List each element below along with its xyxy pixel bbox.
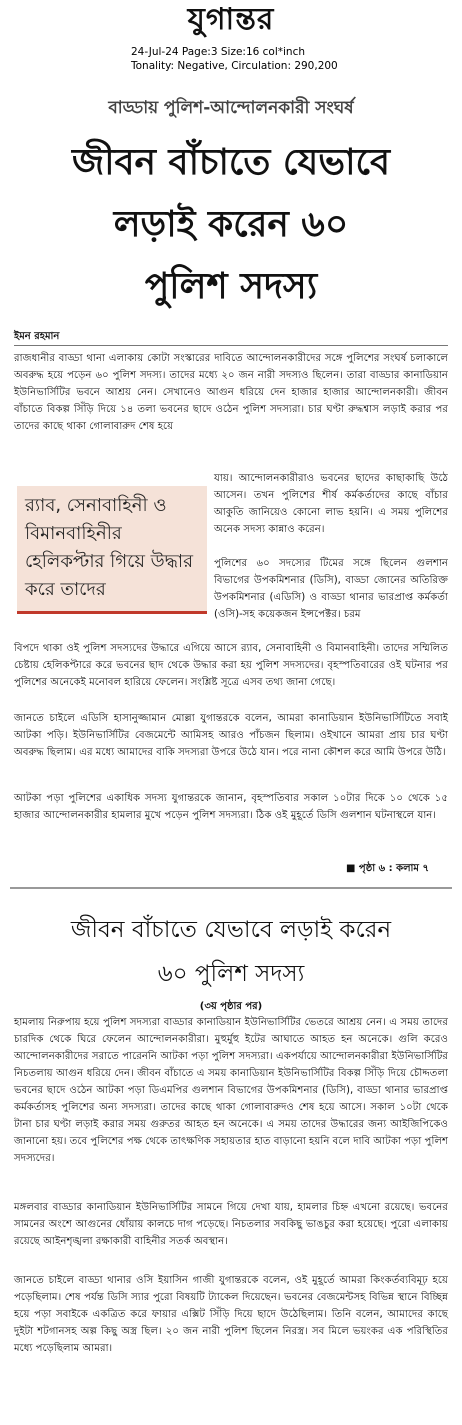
- article-paragraph: আটকা পড়া পুলিশের একাধিক সদস্য যুগান্তরকে জানান, বৃহস্পতিবার সকাল ১০টার দিকে ১০ থেকে ১৫ হাজার আন্দোলনকারীর হামলার মুখে পড়েন পুলিশ সদস্যরা। ঠিক ওই মুহূর্তে ডিসি গুলশান ঘটনাস্থলে যান।: [14, 793, 448, 821]
- headline-line: জীবন বাঁচাতে যেভাবে লড়াই করেন: [70, 917, 392, 943]
- section-divider: [10, 887, 452, 889]
- article-headline: [0, 132, 462, 318]
- clipping-date-page-size: 24-Jul-24 Page:3 Size:16 col*inch: [131, 46, 306, 58]
- continuation-paragraph: মঙ্গলবার বাড্ডার কানাডিয়ান ইউনিভার্সিটির সামনে গিয়ে দেখা যায়, হামলার চিহ্ন এখনো রয়েছে। ভবনের সামনের অংশে আগুনের ধোঁয়ায় কালচে দাগ পড়েছে। নিচতলার সবকিছু ভাঙচুর করা হয়েছে। পুরো এলাকায় রয়েছে আইনশৃঙ্খলা রক্ষাকারী বাহিনীর সতর্ক অবস্থান।: [14, 1202, 448, 1247]
- article-paragraph: বিপদে থাকা ওই পুলিশ সদস্যদের উদ্ধারে এগিয়ে আসে র‍্যাব, সেনাবাহিনী ও বিমানবাহিনী। তাদের সম্মিলিত চেষ্টায় হেলিকপ্টারে করে ভবনের ছাদ থেকে উদ্ধার করা হয় পুলিশ সদস্যদের। বৃহস্পতিবারের ওই ঘটনার পর পুলিশের অনেকেই মনোবল হারিয়ে ফেলেন। সংশ্লিষ্ট সূত্রে এসব তথ্য জানা গেছে।: [14, 643, 448, 688]
- article-kicker: বাড্ডায় পুলিশ-আন্দোলনকারী সংঘর্ষ: [108, 98, 354, 118]
- continuation-paragraph: হামলায় নিরুপায় হয়ে পুলিশ সদস্যরা বাড্ডার কানাডিয়ান ইউনিভার্সিটির ভেতরে আশ্রয় নেন। এ সময় তাদের চারদিক থেকে ঘিরে ফেলেন আন্দোলনকারীরা। মুহুর্মুহু ইটের আঘাতে আহত হন অনেকে। গুলি করেও আন্দোলনকারীদের সরাতে পারেননি আটকা পড়া পুলিশ সদস্যরা। একপর্যায়ে আন্দোলনকারীরা ইউনিভার্সিটির নিচতলায় আগুন ধরিয়ে দেন। জীবন বাঁচাতে এ সময় কানাডিয়ান ইউনিভার্সিটির বিকল্প সিঁড়ি দিয়ে চৌদ্দতলা ভবনের ছাদে ওঠেন আটকা পড়া ডিএমপির গুলশান বিভাগের উপকমিশনার (ডিসি), বাড্ডা থানার ভারপ্রাপ্ত কর্মকর্তাসহ পুলিশের অন্য সদস্যরা। তাদের কাছে থাকা গোলাবারুদও শেষ হয়ে আসে। সকাল ১০টা থেকে টানা চার ঘণ্টা লড়াই করার সময় গুরুতর আহত হন অনেকে। এ সময় তাদের উদ্ধারের জন্য আইজিপিকেও জানানো হয়। তবে পুলিশের পক্ষ থেকে তাৎক্ষণিক সহায়তার হাত বাড়ানো হয়নি বলে দাবি আটকা পড়া পুলিশ সদস্যদের।: [14, 1017, 448, 1164]
- article-paragraph: রাজধানীর বাড্ডা থানা এলাকায় কোটা সংস্কারের দাবিতে আন্দোলনকারীদের সঙ্গে পুলিশের সংঘর্ষ চলাকালে অবরুদ্ধ হয়ে পড়েন ৬০ পুলিশ সদস্য। তাদের মধ্যে ২০ জন নারী সদস্যও ছিলেন। তারা বাড্ডার কানাডিয়ান ইউনিভার্সিটির ভবনে আশ্রয় নেন। সেখানেও আগুন ধরিয়ে দেন হাজার হাজার আন্দোলনকারী। জীবন বাঁচাতে বিকল্প সিঁড়ি দিয়ে ১৪ তলা ভবনের ছাদে ওঠেন পুলিশ সদস্যরা। চার ঘণ্টা রুদ্ধশ্বাস লড়াই করার পর তাদের কাছে থাকা গোলাবারুদ শেষ হয়ে: [14, 353, 448, 432]
- continued-from-marker: (৩য় পৃষ্ঠার পর): [199, 1001, 263, 1012]
- continued-on-page-marker: ■ পৃষ্ঠা ৬ : কলাম ৭: [346, 863, 429, 874]
- headline-line: ৬০ পুলিশ সদস্য: [157, 961, 305, 987]
- pull-quote: র‍্যাব, সেনাবাহিনী ও বিমানবাহিনীর হেলিকপ্টার গিয়ে উদ্ধার করে তাদের: [17, 486, 207, 614]
- headline-line: লড়াই করেন ৬০: [113, 204, 349, 245]
- byline-rule: [14, 345, 448, 346]
- article-paragraph: জানতে চাইলে এডিসি হাসানুজ্জামান মোল্লা যুগান্তরকে বলেন, আমরা কানাডিয়ান ইউনিভার্সিটিতে সবাই আটকা পড়ি। ইউনিভার্সিটির বেজমেন্টে আমিসহ আরও পাঁচজন ছিলাম। ওইখানে আমরা প্রায় চার ঘণ্টা অবরুদ্ধ ছিলাম। এর মধ্যে আমাদের বাকি সদস্যরা উপরে উঠে যান। পরে নানা কৌশল করে আমি উপরে উঠি।: [14, 713, 448, 758]
- clipping-tonality-circulation: Tonality: Negative, Circulation: 290,200: [131, 60, 338, 72]
- headline-line: পুলিশ সদস্য: [144, 266, 318, 307]
- continuation-headline: [0, 908, 462, 996]
- byline: ইমন রহমান: [14, 331, 60, 342]
- article-paragraph: পুলিশের ৬০ সদস্যের টিমের সঙ্গে ছিলেন গুলশান বিভাগের উপকমিশনার (ডিসি), বাড্ডা জোনের অতিরিক্ত উপকমিশনার (এডিসি) ও বাড্ডা থানার ভারপ্রাপ্ত কর্মকর্তা (ওসি)-সহ কয়েকজন ইন্সপেক্টর। চরম: [214, 558, 448, 620]
- continuation-paragraph: জানতে চাইলে বাড্ডা থানার ওসি ইয়াসিন গাজী যুগান্তরকে বলেন, ওই মুহূর্তে আমরা কিংকর্তব্যবিমূঢ় হয়ে পড়েছিলাম। শেষ পর্যন্ত ডিসি স্যার পুরো বিষয়টি ট্যাকেল দিয়েছেন। ভবনের বেজমেন্টসহ বিভিন্ন স্থানে বিচ্ছিন্ন হয়ে পড়া সবাইকে একত্রিত করে ফায়ার এক্সিট সিঁড়ি দিয়ে ছাদে উঠেছিলাম। তিনি বলেন, আমাদের কাছে দুইটা শটগানসহ অল্প কিছু অস্ত্র ছিল। ২০ জন নারী পুলিশ ছিলেন নিরস্ত্র। সব মিলে ভয়ংকর এক পরিস্থিতির মধ্যে পড়েছিলাম আমরা।: [14, 1275, 448, 1354]
- newspaper-masthead: যুগান্তর: [187, 2, 275, 37]
- headline-line: জীবন বাঁচাতে যেভাবে: [71, 142, 391, 183]
- article-paragraph: যায়। আন্দোলনকারীরাও ভবনের ছাদের কাছাকাছি উঠে আসেন। তখন পুলিশের শীর্ষ কর্মকর্তাদের কাছে বাঁচার আকুতি জানিয়েও কোনো লাভ হয়নি। এ সময় পুলিশের অনেক সদস্য কান্নাও করেন।: [214, 473, 448, 535]
- clipping-metadata: [131, 45, 338, 73]
